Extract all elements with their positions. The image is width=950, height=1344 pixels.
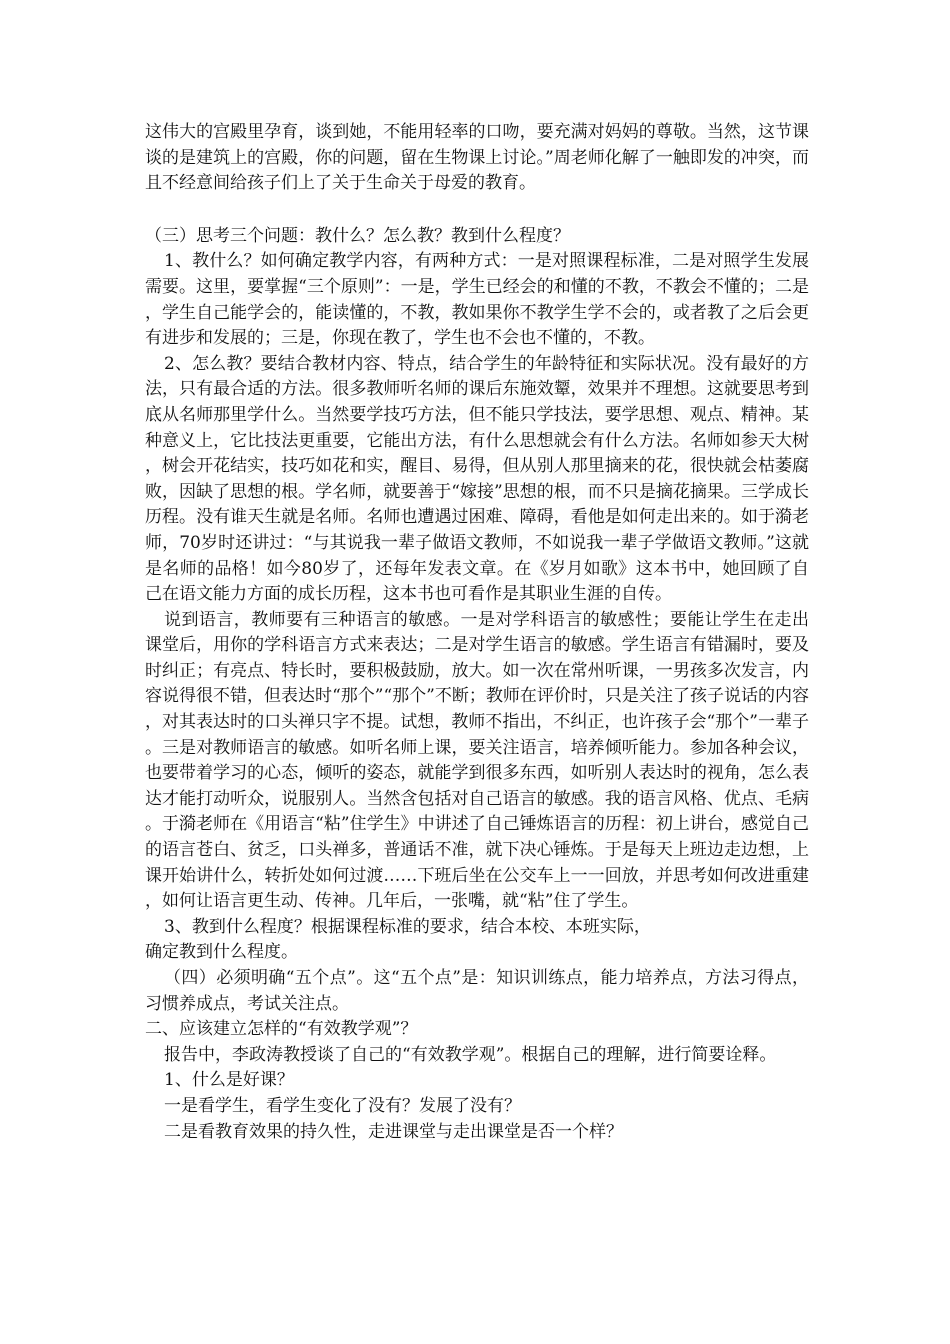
- paragraph-to-what-degree-continued: 确定教到什么程度。: [145, 942, 298, 963]
- paragraph-lasting-effect: 二是看教育效果的持久性，走进课堂与走出课堂是否一个样？: [164, 1121, 623, 1142]
- paragraph-palace-continuation: 这伟大的宫殿里孕育，谈到她，不能用轻率的口吻，要充满对妈妈的尊敬。当然，这节课谈的是建筑上的宫殿，你的问题，留在生物课上讨论。”周老师化解了一触即发的冲突，而且不经意间给孩子们上了关于生命关于母爱的教育。: [145, 122, 809, 194]
- paragraph-how-to-teach: 2、怎么教？要结合教材内容、特点，结合学生的年龄特征和实际状况。没有最好的方法，只有最合适的方法。很多教师听名师的课后东施效颦，效果并不理想。这就要思考到底从名师那里学什么。当然要学技巧方法，但不能只学技法，要学思想、观点、精神。某种意义上，它比技法更重要，它能出方法，有什么思想就会有什么方法。名师如参天大树，树会开花结实，技巧如花和实，醒目、易得，但从别人那里摘来的花，很快就会枯萎腐败，因缺了思想的根。学名师，就要善于“嫁接”思想的根，而不只是摘花摘果。三学成长历程。没有谁天生就是名师。名师也遭遇过困难、障碍，看他是如何走出来的。如于漪老师，70岁时还讲过：“与其说我一辈子做语文教师，不如说我一辈子学做语文教师。”这就是名师的品格！如今80岁了，还每年发表文章。在《岁月如歌》这本书中，她回顾了自己在语文能力方面的成长历程，这本书也可看作是其职业生涯的自传。: [145, 353, 809, 605]
- paragraph-language-sensitivity: 说到语言，教师要有三种语言的敏感。一是对学科语言的敏感性；要能让学生在走出课堂后，用你的学科语言方式来表达；二是对学生语言的敏感。学生语言有错漏时，要及时纠正；有亮点、特长时，要积极鼓励，放大。如一次在常州听课，一男孩多次发言，内容说得很不错，但表达时“那个”“那个”不断；教师在评价时，只是关注了孩子说话的内容，对其表达时的口头禅只字不提。试想，教师不指出，不纠正，也许孩子会“那个”一辈子。三是对教师语言的敏感。如听名师上课，要关注语言，培养倾听能力。参加各种会议，也要带着学习的心态，倾听的姿态，就能学到很多东西，如听别人表达时的视角，怎么表达才能打动听众，说服别人。当然含包括对自己语言的敏感。我的语言风格、优点、毛病。于漪老师在《用语言“粘”住学生》中讲述了自己锤炼语言的历程：初上讲台，感觉自己的语言苍白、贫乏，口头禅多，普通话不准，就下决心锤炼。于是每天上班边走边想，上课开始讲什么，转折处如何过渡……下班后坐在公交车上一一回放，并思考如何改进重建，如何让语言更生动、传神。几年后，一张嘴，就“粘”住了学生。: [145, 609, 809, 912]
- paragraph-five-points: （四）必须明确“五个点”。这“五个点”是：知识训练点，能力培养点，方法习得点，习惯养成点，考试关注点。: [145, 968, 809, 1014]
- heading-what-is-good-lesson: 1、什么是好课？: [164, 1070, 294, 1091]
- heading-three-questions: （三）思考三个问题：教什么？怎么教？教到什么程度？: [145, 225, 570, 246]
- paragraph-to-what-degree: 3、教到什么程度？根据课程标准的要求，结合本校、本班实际，: [164, 916, 651, 937]
- paragraph-look-at-students: 一是看学生，看学生变化了没有？发展了没有？: [164, 1095, 521, 1116]
- paragraph-report-intro: 报告中，李政涛教授谈了自己的“有效教学观”。根据自己的理解，进行简要诠释。: [164, 1044, 777, 1065]
- document-page: [145, 120, 809, 1145]
- paragraph-what-to-teach: 1、教什么？如何确定教学内容，有两种方式：一是对照课程标准，二是对照学生发展需要。这里，要掌握“三个原则”：一是，学生已经会的和懂的不教，不教会不懂的；二是，学生自己能学会的，能读懂的，不教，教如果你不教学生学不会的，或者教了之后会更有进步和发展的；三是，你现在教了，学生也不会也不懂的，不教。: [145, 251, 809, 349]
- heading-effective-teaching-view: 二、应该建立怎样的“有效教学观”？: [145, 1019, 418, 1040]
